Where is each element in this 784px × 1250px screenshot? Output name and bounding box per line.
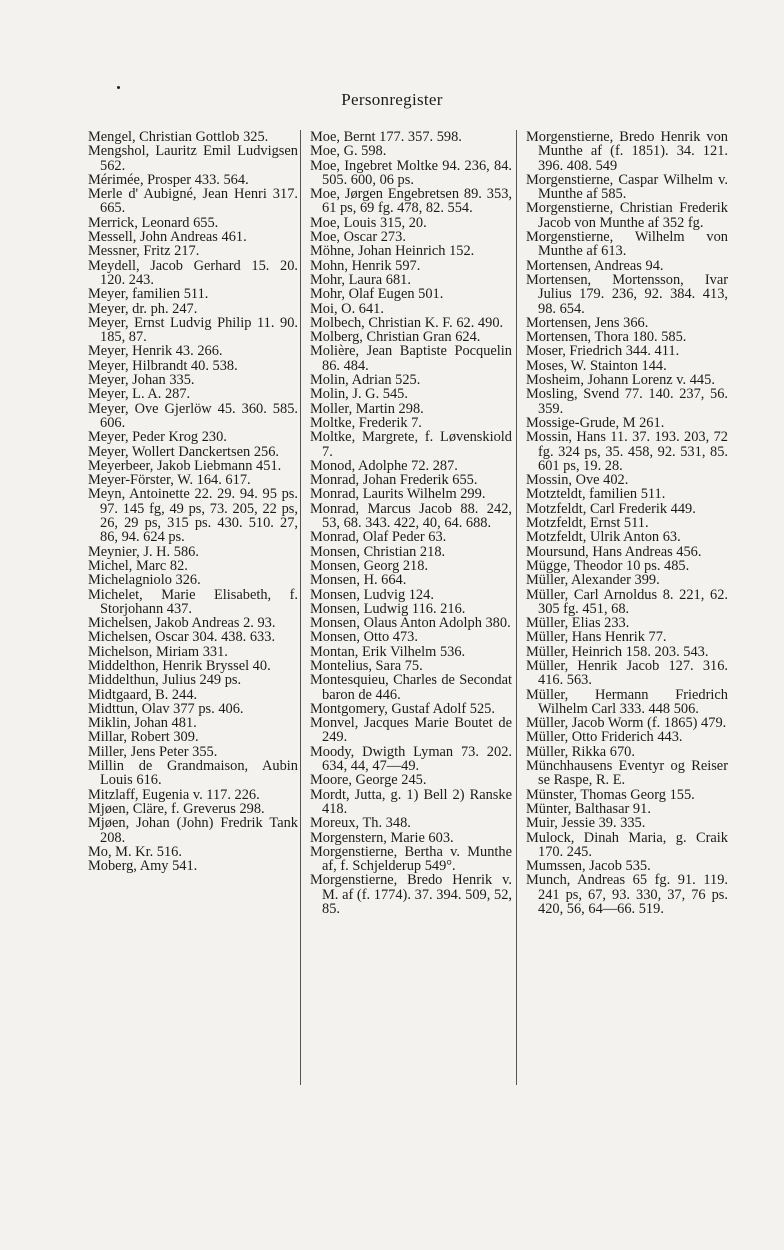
index-entry: Monsen, Ludwig 116. 216.	[310, 600, 466, 617]
index-entry: Morgenstierne, Bertha v. Munthe af, f. Schjelderup 549°.	[310, 843, 512, 875]
index-entry: Monvel, Jacques Marie Boutet de 249.	[310, 715, 512, 746]
index-entry: Merle d' Aubigné, Jean Henri 317. 665.	[88, 186, 298, 217]
index-column-2	[310, 130, 512, 916]
index-entry: Mjøen, Johan (John) Fredrik Tank 208.	[88, 815, 298, 846]
index-entry: Monsen, Georg 218.	[310, 557, 429, 574]
index-column-3	[526, 130, 728, 916]
index-entry: Michelagniolo 326.	[88, 572, 201, 589]
index-entry: Monrad, Marcus Jacob 88. 242, 53, 68. 343. 422, 40, 64. 688.	[310, 500, 512, 532]
index-entry: Moe, Ingebret Moltke 94. 236, 84. 505. 600, 06 ps.	[310, 157, 512, 188]
index-entry: Mohr, Laura 681.	[310, 271, 411, 288]
index-entry: Mortensen, Jens 366.	[526, 314, 649, 331]
index-entry: Mortensen, Andreas 94.	[526, 257, 664, 274]
index-entry: Molin, Adrian 525.	[310, 372, 421, 389]
index-entry: Monsen, Ludvig 124.	[310, 586, 434, 603]
index-entry: Meyerbeer, Jakob Liebmann 451.	[88, 457, 282, 474]
index-entry: Middelthun, Julius 249 ps.	[88, 672, 242, 689]
index-entry: Monsen, H. 664.	[310, 572, 407, 589]
index-entry: Meyer, Ernst Ludvig Philip 11. 90. 185, 87.	[88, 314, 298, 346]
index-entry: Monrad, Johan Frederik 655.	[310, 472, 478, 489]
index-entry: Monsen, Otto 473.	[310, 629, 418, 646]
index-entry: Moursund, Hans Andreas 456.	[526, 543, 702, 560]
index-entry: Mulock, Dinah Maria, g. Craik 170. 245.	[526, 829, 728, 860]
index-entry: Morgenstern, Marie 603.	[310, 829, 454, 846]
index-entry: Meyer, Johan 335.	[88, 372, 195, 389]
index-entry: Müller, Hans Henrik 77.	[526, 629, 667, 646]
index-entry: Midtgaard, B. 244.	[88, 686, 198, 703]
index-entry: Mengel, Christian Gottlob 325.	[88, 129, 269, 145]
index-entry: Millin de Grandmaison, Aubin Louis 616.	[88, 758, 298, 789]
index-entry: Moltke, Margrete, f. Løvenskiold 7.	[310, 429, 512, 460]
index-entry: Motzfeldt, Ulrik Anton 63.	[526, 529, 681, 546]
index-entry: Mosheim, Johann Lorenz v. 445.	[526, 372, 715, 389]
index-entry: Midttun, Olav 377 ps. 406.	[88, 700, 244, 717]
index-entry: Müller, Jacob Worm (f. 1865) 479.	[526, 715, 727, 732]
index-entry: Meyer, Wollert Danckertsen 256.	[88, 443, 280, 460]
index-entry: Miklin, Johan 481.	[88, 715, 197, 732]
index-entry: Messner, Fritz 217.	[88, 243, 200, 260]
index-entry: Moe, Bernt 177. 357. 598.	[310, 129, 462, 145]
index-entry: Meyer, Hilbrandt 40. 538.	[88, 357, 238, 374]
index-entry: Morgenstierne, Christian Frederik Jacob von Munthe af 352 fg.	[526, 200, 728, 231]
index-entry: Meyer-Förster, W. 164. 617.	[88, 472, 251, 489]
index-entry: Meyer, Henrik 43. 266.	[88, 343, 223, 360]
index-entry: Meyn, Antoinette 22. 29. 94. 95 ps. 97. 145 fg, 49 ps, 73. 205, 22 ps, 26, 29 ps, 315 ps. 430. 510. 27, 86, 94. 624 ps.	[88, 486, 298, 546]
index-entry: Mossige-Grude, M 261.	[526, 414, 665, 431]
index-entry: Morgenstierne, Bredo Henrik von Munthe af (f. 1851). 34. 121. 396. 408. 549	[526, 129, 728, 174]
column-divider-1	[300, 130, 301, 1085]
index-entry: Morgenstierne, Caspar Wilhelm v. Munthe af 585.	[526, 171, 728, 203]
index-entry: Meydell, Jacob Gerhard 15. 20. 120. 243.	[88, 257, 298, 288]
index-entry: Münter, Balthasar 91.	[526, 800, 651, 817]
index-entry: Moltke, Frederik 7.	[310, 414, 422, 431]
index-entry: Moi, O. 641.	[310, 300, 384, 317]
index-entry: Monrad, Laurits Wilhelm 299.	[310, 486, 486, 503]
index-entry: Mossin, Hans 11. 37. 193. 203, 72 fg. 324 ps, 35. 458, 92. 531, 85. 601 ps, 19. 28.	[526, 429, 728, 474]
index-entry: Mo, M. Kr. 516.	[88, 843, 182, 860]
index-entry: Merrick, Leonard 655.	[88, 214, 219, 231]
index-entry: Moe, Oscar 273.	[310, 229, 406, 246]
index-entry: Messell, John Andreas 461.	[88, 229, 247, 246]
index-entry: Monrad, Olaf Peder 63.	[310, 529, 447, 546]
index-column-1	[88, 130, 298, 873]
index-entry: Molbech, Christian K. F. 62. 490.	[310, 314, 504, 331]
index-entry: Monsen, Christian 218.	[310, 543, 446, 560]
index-entry: Miller, Jens Peter 355.	[88, 743, 218, 760]
index-entry: Mortensen, Thora 180. 585.	[526, 329, 687, 346]
index-entry: Mosling, Svend 77. 140. 237, 56. 359.	[526, 386, 728, 417]
index-entry: Motzfeldt, Carl Frederik 449.	[526, 500, 696, 517]
index-entry: Moody, Dwigth Lyman 73. 202. 634, 44, 47—49.	[310, 743, 512, 775]
index-entry: Morgenstierne, Bredo Henrik v. M. af (f. 1774). 37. 394. 509, 52, 85.	[310, 872, 512, 918]
index-entry: Middelthon, Henrik Bryssel 40.	[88, 657, 271, 674]
index-entry: Mumssen, Jacob 535.	[526, 858, 651, 875]
index-entry: Montesquieu, Charles de Secondat baron de 446.	[310, 672, 512, 703]
ink-dot	[117, 86, 120, 89]
index-entry: Motzfeldt, Ernst 511.	[526, 515, 649, 532]
index-entry: Münchhausens Eventyr og Reiser se Raspe, R. E.	[526, 758, 728, 789]
index-entry: Moe, G. 598.	[310, 143, 387, 160]
index-entry: Moser, Friedrich 344. 411.	[526, 343, 680, 360]
index-entry: Müller, Hermann Friedrich Wilhelm Carl 333. 448 506.	[526, 686, 728, 717]
index-entry: Molière, Jean Baptiste Pocquelin 86. 484.	[310, 343, 512, 374]
index-entry: Mérimée, Prosper 433. 564.	[88, 171, 249, 188]
index-entry: Morgenstierne, Wilhelm von Munthe af 613.	[526, 229, 728, 260]
index-entry: Mügge, Theodor 10 ps. 485.	[526, 557, 690, 574]
index-entry: Mortensen, Mortensson, Ivar Julius 179. 236, 92. 384. 413, 98. 654.	[526, 271, 728, 317]
index-entry: Müller, Carl Arnoldus 8. 221, 62. 305 fg. 451, 68.	[526, 586, 728, 617]
index-entry: Molberg, Christian Gran 624.	[310, 329, 481, 346]
column-divider-2	[516, 130, 517, 1085]
index-entry: Müller, Heinrich 158. 203. 543.	[526, 643, 709, 660]
page-title: Personregister	[341, 90, 443, 109]
index-entry: Michelsen, Oscar 304. 438. 633.	[88, 629, 276, 646]
index-entry: Müller, Alexander 399.	[526, 572, 660, 589]
index-entry: Moe, Jørgen Engebretsen 89. 353, 61 ps, 69 fg. 478, 82. 554.	[310, 186, 512, 217]
index-entry: Monod, Adolphe 72. 287.	[310, 457, 458, 474]
index-entry: Montan, Erik Vilhelm 536.	[310, 643, 466, 660]
index-entry: Michelsen, Jakob Andreas 2. 93.	[88, 615, 276, 632]
index-entry: Meyer, dr. ph. 247.	[88, 300, 198, 317]
index-entry: Monsen, Olaus Anton Adolph 380.	[310, 615, 511, 632]
index-entry: Mohr, Olaf Eugen 501.	[310, 286, 444, 303]
index-entry: Moller, Martin 298.	[310, 400, 424, 417]
index-entry: Michelet, Marie Elisabeth, f. Storjohann 437.	[88, 586, 298, 617]
index-entry: Müller, Rikka 670.	[526, 743, 635, 760]
index-entry: Mordt, Jutta, g. 1) Bell 2) Ranske 418.	[310, 786, 512, 817]
index-entry: Münster, Thomas Georg 155.	[526, 786, 695, 803]
index-entry: Muir, Jessie 39. 335.	[526, 815, 646, 832]
index-entry: Mitzlaff, Eugenia v. 117. 226.	[88, 786, 260, 803]
index-entry: Meyer, familien 511.	[88, 286, 209, 303]
index-entry: Molin, J. G. 545.	[310, 386, 408, 403]
index-entry: Müller, Elias 233.	[526, 615, 630, 632]
index-entry: Müller, Otto Friderich 443.	[526, 729, 683, 746]
index-entry: Michelson, Miriam 331.	[88, 643, 228, 660]
index-entry: Michel, Marc 82.	[88, 557, 188, 574]
index-entry: Mengshol, Lauritz Emil Ludvigsen 562.	[88, 143, 298, 174]
index-entry: Mohn, Henrik 597.	[310, 257, 421, 274]
index-entry: Munch, Andreas 65 fg. 91. 119. 241 ps, 67, 93. 330, 37, 76 ps. 420, 56, 64—66. 519.	[526, 872, 728, 918]
index-entry: Meynier, J. H. 586.	[88, 543, 199, 560]
index-entry: Meyer, L. A. 287.	[88, 386, 191, 403]
index-entry: Meyer, Peder Krog 230.	[88, 429, 227, 446]
index-entry: Montelius, Sara 75.	[310, 657, 423, 674]
index-entry: Moore, George 245.	[310, 772, 427, 789]
index-entry: Millar, Robert 309.	[88, 729, 199, 746]
index-entry: Moses, W. Stainton 144.	[526, 357, 667, 374]
index-entry: Müller, Henrik Jacob 127. 316. 416. 563.	[526, 657, 728, 689]
index-entry: Mossin, Ove 402.	[526, 472, 629, 489]
index-entry: Moberg, Amy 541.	[88, 858, 198, 875]
index-entry: Moreux, Th. 348.	[310, 815, 411, 832]
index-entry: Möhne, Johan Heinrich 152.	[310, 243, 475, 260]
index-entry: Motzteldt, familien 511.	[526, 486, 666, 503]
index-entry: Mjøen, Cläre, f. Greverus 298.	[88, 800, 265, 817]
index-entry: Moe, Louis 315, 20.	[310, 214, 427, 231]
index-entry: Meyer, Ove Gjerlöw 45. 360. 585. 606.	[88, 400, 298, 431]
index-entry: Montgomery, Gustaf Adolf 525.	[310, 700, 495, 717]
